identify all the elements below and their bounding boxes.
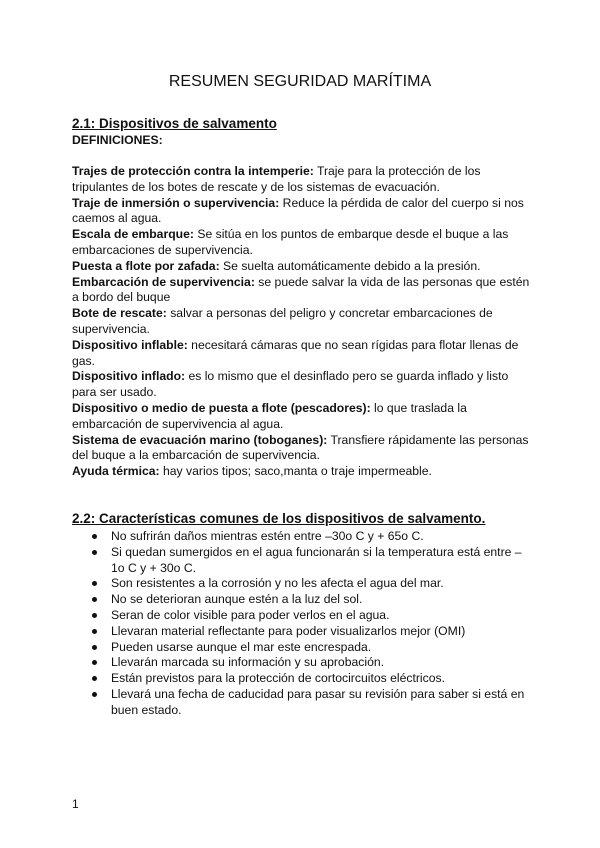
list-item bbox=[72, 592, 532, 608]
list-item-text: Llevaran material reflectante para poder visualizarlos mejor (OMI) bbox=[111, 623, 466, 638]
definition-text: lo que traslada la embarcación de supervivencia al agua. bbox=[72, 400, 467, 431]
list-item bbox=[72, 640, 532, 656]
definition-term: Bote de rescate: bbox=[72, 306, 167, 321]
list-item bbox=[72, 545, 532, 577]
list-item-text: Seran de color visible para poder verlos en el agua. bbox=[111, 607, 390, 622]
definition-item bbox=[72, 338, 532, 370]
definition-item bbox=[72, 227, 532, 259]
list-item bbox=[72, 608, 532, 624]
definition-item bbox=[72, 369, 532, 401]
list-item-text: Si quedan sumergidos en el agua funcionarán si la temperatura está entre –1o C y + 30o C. bbox=[111, 544, 522, 575]
definition-term: Ayuda térmica: bbox=[72, 464, 160, 479]
bullet-icon bbox=[92, 597, 97, 602]
definition-term: Escala de embarque: bbox=[72, 227, 194, 242]
definition-item bbox=[72, 164, 532, 196]
definition-term: Embarcación de supervivencia: bbox=[72, 274, 255, 289]
list-item-text: Son resistentes a la corrosión y no les afecta el agua del mar. bbox=[111, 576, 444, 591]
bullet-icon bbox=[92, 550, 97, 555]
section-heading: 2.1: Dispositivos de salvamento bbox=[72, 116, 277, 131]
definition-text: Transfiere rápidamente las personas del buque a la embarcación de supervivencia. bbox=[72, 432, 529, 463]
document-title: RESUMEN SEGURIDAD MARÍTIMA bbox=[168, 73, 432, 90]
definition-text: necesitará cámaras que no sean rígidas para flotar llenas de gas. bbox=[72, 337, 519, 368]
definition-term: Sistema de evacuación marino (toboganes): bbox=[72, 432, 328, 447]
bullet-icon bbox=[92, 534, 97, 539]
definition-term: Puesta a flote por zafada: bbox=[72, 258, 220, 273]
definition-text: Se suelta automáticamente debido a la presión. bbox=[219, 258, 481, 273]
definition-text: es lo mismo que el desinflado pero se guarda inflado y listo para ser usado. bbox=[72, 369, 509, 400]
list-item-text: Están previstos para la protección de cortocircuitos eléctricos. bbox=[111, 671, 445, 686]
bullet-icon bbox=[92, 613, 97, 618]
definition-text: Traje para la protección de los tripulantes de los botes de rescate y de los sistemas de evacuación. bbox=[72, 164, 481, 194]
definition-item bbox=[72, 464, 532, 480]
page-number: 1 bbox=[72, 797, 79, 811]
definition-text: salvar a personas del peligro y concretar embarcaciones de supervivencia. bbox=[72, 306, 493, 336]
bullet-icon bbox=[92, 629, 97, 634]
definition-item bbox=[72, 259, 532, 275]
section-dispositivos-salvamento bbox=[72, 116, 532, 480]
definition-text: hay varios tipos; saco,manta o traje impermeable. bbox=[159, 464, 432, 479]
bullet-icon bbox=[92, 581, 97, 586]
bullet-icon bbox=[92, 645, 97, 650]
definition-item bbox=[72, 401, 532, 433]
list-item-text: No se deterioran aunque estén a la luz del sol. bbox=[111, 592, 363, 607]
document-content bbox=[72, 116, 532, 719]
definitions-list bbox=[72, 164, 532, 480]
definition-item bbox=[72, 433, 532, 465]
definition-term: Dispositivo o medio de puesta a flote (pescadores): bbox=[72, 400, 371, 415]
list-item-text: No sufrirán daños mientras estén entre –30o C y + 65o C. bbox=[111, 528, 424, 543]
definition-text: Se sitúa en los puntos de embarque desde el buque a las embarcaciones de supervivencia. bbox=[72, 227, 509, 257]
list-item-text: Llevará una fecha de caducidad para pasar su revisión para saber si está en buen estado. bbox=[111, 686, 525, 717]
definition-term: Dispositivo inflado: bbox=[72, 369, 186, 384]
definition-text: se puede salvar la vida de las personas que estén a bordo del buque bbox=[72, 274, 530, 305]
list-item bbox=[72, 671, 532, 687]
list-item bbox=[72, 624, 532, 640]
list-item bbox=[72, 576, 532, 592]
list-item bbox=[72, 687, 532, 719]
definition-item bbox=[72, 275, 532, 307]
bullet-icon bbox=[92, 660, 97, 665]
section-heading: 2.2: Características comunes de los dispositivos de salvamento. bbox=[72, 510, 486, 526]
definition-item bbox=[72, 306, 532, 338]
section-caracteristicas-comunes bbox=[72, 511, 532, 719]
definition-term: Dispositivo inflable: bbox=[72, 337, 188, 352]
list-item bbox=[72, 529, 532, 545]
definitions-subheading: DEFINICIONES: bbox=[72, 133, 163, 147]
bullet-icon bbox=[92, 676, 97, 681]
definition-term: Trajes de protección contra la intemperie: bbox=[72, 164, 314, 178]
list-item bbox=[72, 655, 532, 671]
definition-item bbox=[72, 196, 532, 228]
bullet-icon bbox=[92, 692, 97, 697]
definition-text: Reduce la pérdida de calor del cuerpo si nos caemos al agua. bbox=[72, 195, 524, 226]
list-item-text: Llevarán marcada su información y su aprobación. bbox=[111, 655, 385, 670]
features-list bbox=[72, 529, 532, 719]
list-item-text: Pueden usarse aunque el mar este encrespada. bbox=[111, 639, 372, 654]
definition-term: Traje de inmersión o supervivencia: bbox=[72, 195, 280, 210]
